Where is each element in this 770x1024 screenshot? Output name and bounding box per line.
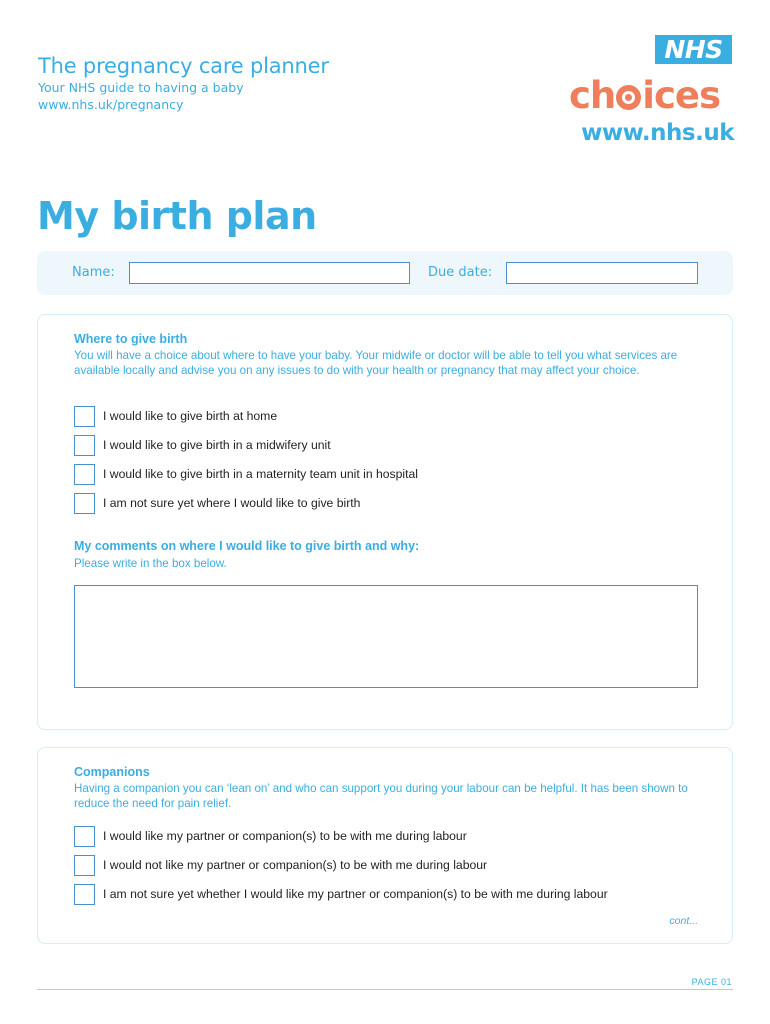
details-bar — [37, 251, 733, 295]
option-label: I would like my partner or companion(s) to be with me during labour — [103, 829, 467, 843]
choices-logo-text-start: ch — [569, 74, 616, 117]
page-number: PAGE 01 — [691, 977, 732, 987]
planner-title: The pregnancy care planner — [38, 54, 329, 78]
name-field[interactable] — [129, 262, 410, 284]
option-label: I am not sure yet whether I would like my partner or companion(s) to be with me during labour — [103, 887, 608, 901]
comments-title: My comments on where I would like to give birth and why: — [74, 539, 420, 553]
option-label: I would like to give birth at home — [103, 409, 278, 423]
checkbox[interactable] — [74, 493, 95, 514]
due-date-label: Due date: — [428, 265, 493, 280]
nhs-website-link[interactable]: www.nhs.uk — [581, 120, 734, 146]
checkbox[interactable] — [74, 855, 95, 876]
choices-logo — [569, 74, 734, 118]
checkbox[interactable] — [74, 884, 95, 905]
planner-url-link[interactable]: www.nhs.uk/pregnancy — [38, 97, 184, 112]
checkbox[interactable] — [74, 435, 95, 456]
choices-logo-text-end: ices — [642, 74, 721, 117]
where-section-title: Where to give birth — [74, 332, 188, 346]
checkbox[interactable] — [74, 464, 95, 485]
planner-subtitle: Your NHS guide to having a baby — [38, 80, 244, 95]
nhs-logo: NHS — [655, 35, 732, 64]
continued-note: cont... — [669, 915, 698, 927]
option-label: I would like to give birth in a maternity team unit in hospital — [103, 467, 419, 481]
companions-section — [37, 747, 733, 944]
page-title: My birth plan — [37, 194, 317, 238]
option-label: I would like to give birth in a midwifery unit — [103, 438, 331, 452]
checkbox[interactable] — [74, 406, 95, 427]
name-label: Name: — [72, 265, 115, 280]
choices-o-ring-icon — [616, 85, 641, 110]
option-label: I am not sure yet where I would like to give birth — [103, 496, 361, 510]
checkbox[interactable] — [74, 826, 95, 847]
footer-divider — [37, 989, 733, 990]
comments-textarea[interactable] — [74, 585, 698, 688]
where-to-give-birth-section — [37, 314, 733, 730]
option-label: I would not like my partner or companion(s) to be with me during labour — [103, 858, 488, 872]
where-section-description: You will have a choice about where to have your baby. Your midwife or doctor will be able to tell you what services are available locally and advise you on any issues to do with your health or pregnancy that may affect your choice. — [74, 349, 678, 377]
due-date-field[interactable] — [506, 262, 698, 284]
comments-hint: Please write in the box below. — [74, 557, 227, 570]
companions-section-title: Companions — [74, 765, 150, 779]
companions-section-description: Having a companion you can ‘lean on’ and who can support you during your labour can be helpful. It has been shown to reduce the need for pain relief. — [74, 782, 688, 810]
